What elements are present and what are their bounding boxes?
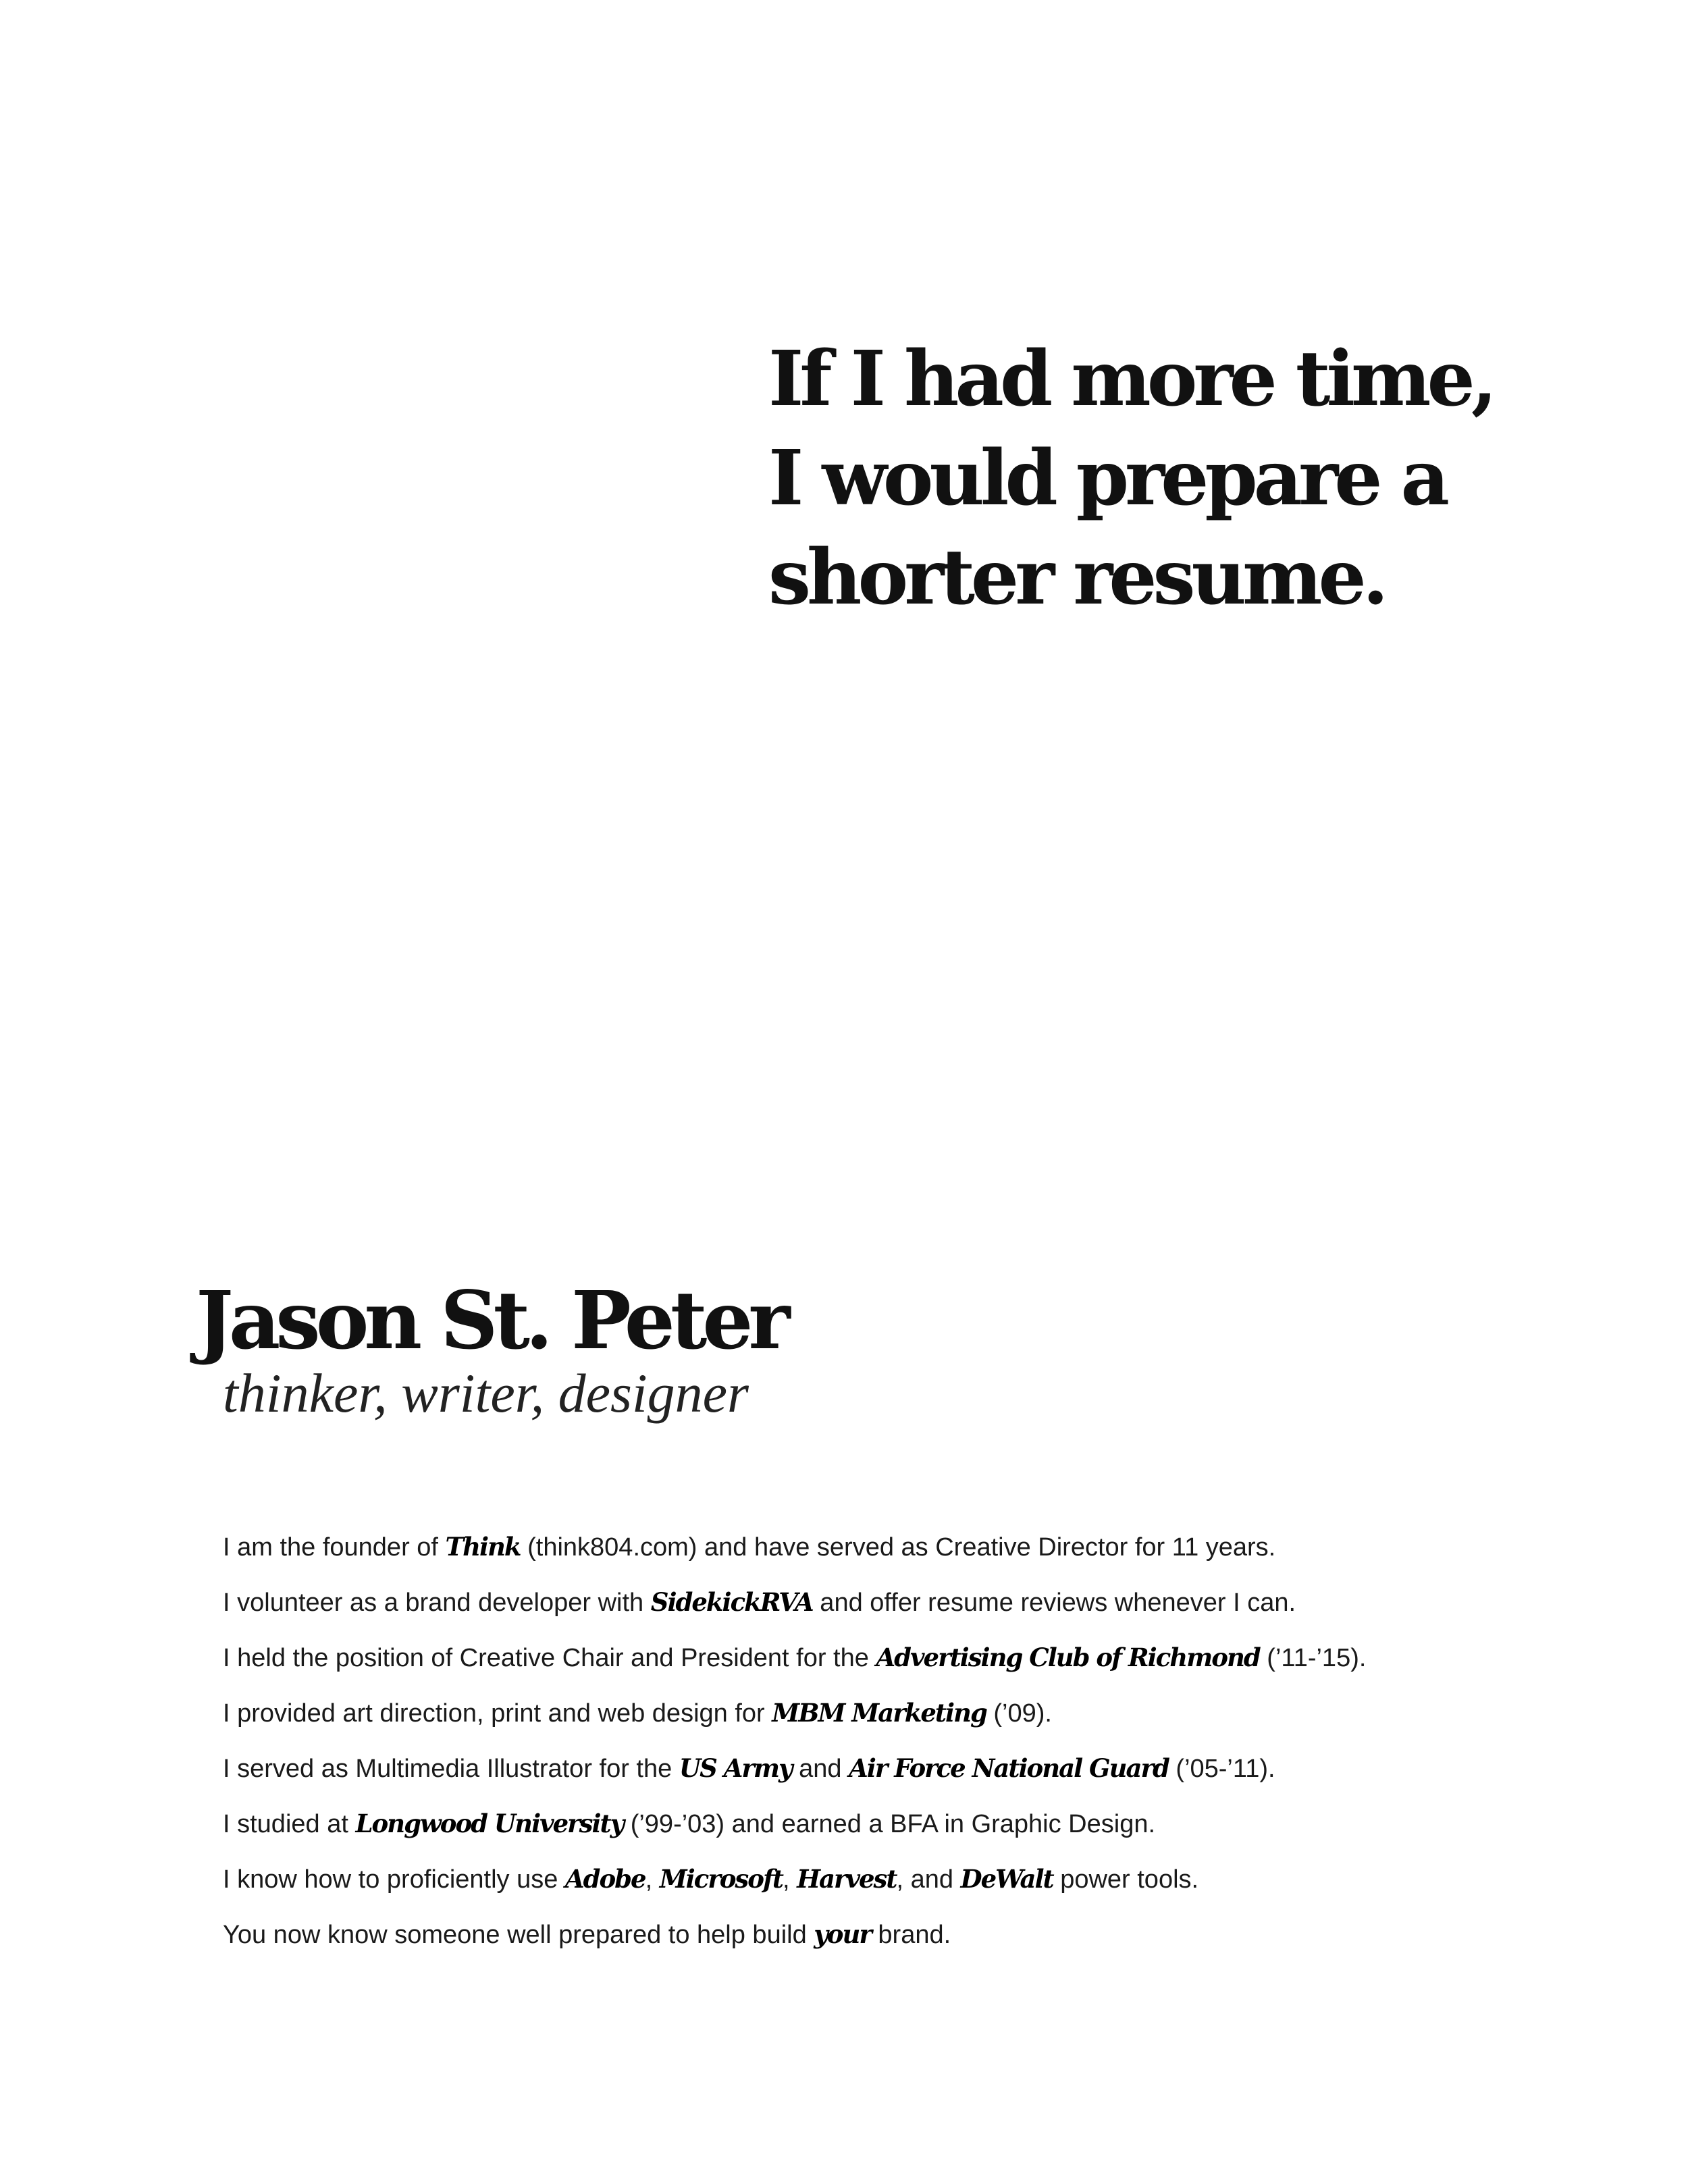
bio-line	[223, 1685, 1366, 1740]
bio-text: ,	[645, 1865, 660, 1894]
bio-text: (think804.com) and have served as Creative Director for 11 years.	[520, 1533, 1276, 1562]
bio-text: I served as Multimedia Illustrator for the	[223, 1755, 679, 1783]
bio-emphasis: Advertising Club of Richmond	[876, 1643, 1260, 1672]
bio-list	[223, 1519, 1366, 1962]
headline-line: I would prepare a	[768, 434, 1446, 523]
bio-emphasis: your	[814, 1919, 871, 1949]
bio-text: I am the founder of	[223, 1533, 446, 1562]
profile-name: Jason St. Peter	[196, 1273, 786, 1367]
bio-emphasis: Air Force National Guard	[849, 1753, 1169, 1783]
bio-text: , and	[896, 1865, 961, 1894]
bio-text: (’09).	[986, 1699, 1052, 1728]
bio-text: I provided art direction, print and web design for	[223, 1699, 772, 1728]
bio-emphasis: Harvest	[797, 1864, 897, 1894]
profile-tagline: thinker, writer, designer	[223, 1362, 749, 1424]
bio-text: (’11-’15).	[1259, 1644, 1367, 1672]
bio-text: (’99-’03) and earned a BFA in Graphic Design.	[623, 1810, 1156, 1838]
bio-text: You now know someone well prepared to help build	[223, 1921, 814, 1949]
bio-text: I studied at	[223, 1810, 356, 1838]
bio-text: I held the position of Creative Chair and President for the	[223, 1644, 876, 1672]
bio-emphasis: Microsoft	[659, 1864, 783, 1894]
bio-emphasis: Adobe	[564, 1864, 645, 1894]
bio-line	[223, 1519, 1366, 1574]
headline-quote	[768, 329, 1494, 627]
bio-emphasis: Longwood University	[355, 1809, 624, 1838]
bio-text: ,	[782, 1865, 797, 1894]
bio-emphasis: MBM Marketing	[772, 1698, 986, 1728]
bio-line	[223, 1851, 1366, 1907]
bio-line	[223, 1907, 1366, 1962]
bio-line	[223, 1574, 1366, 1630]
bio-text: and offer resume reviews whenever I can.	[812, 1589, 1296, 1617]
bio-emphasis: DeWalt	[960, 1864, 1053, 1894]
bio-emphasis: Think	[445, 1532, 521, 1562]
bio-line	[223, 1796, 1366, 1851]
bio-emphasis: SidekickRVA	[650, 1587, 813, 1617]
bio-line	[223, 1740, 1366, 1796]
bio-text: I know how to proficiently use	[223, 1865, 565, 1894]
bio-text: power tools.	[1053, 1865, 1199, 1894]
bio-text: brand.	[870, 1921, 951, 1949]
bio-line	[223, 1630, 1366, 1685]
headline-line: If I had more time,	[768, 335, 1494, 423]
bio-text: I volunteer as a brand developer with	[223, 1589, 651, 1617]
bio-emphasis: US Army	[679, 1753, 792, 1783]
bio-text: and	[791, 1755, 849, 1783]
bio-text: (’05-’11).	[1168, 1755, 1275, 1783]
headline-line: shorter resume.	[768, 533, 1385, 622]
